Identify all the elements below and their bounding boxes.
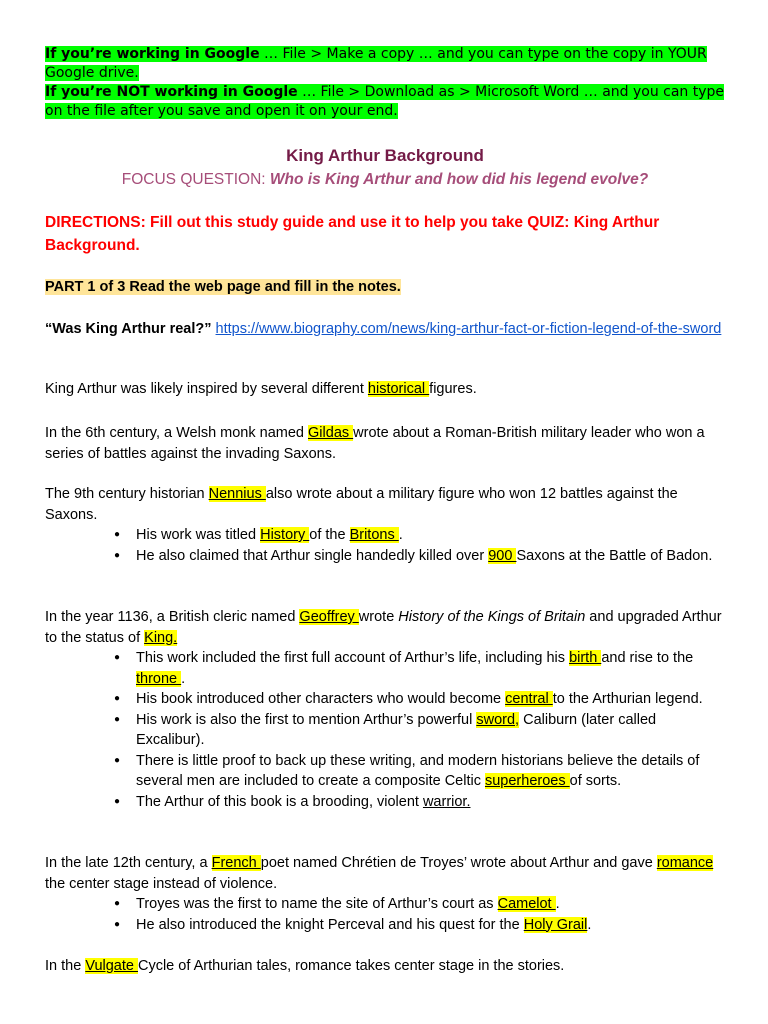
answer-nennius: Nennius	[208, 486, 266, 502]
text: Saxons at the Battle of Badon.	[516, 547, 713, 564]
text: This work included the first full account of Arthur’s life, including his	[136, 650, 570, 666]
text: to the Arthurian legend.	[552, 691, 703, 707]
part-heading	[45, 277, 725, 298]
book-title: History of the Kings of Britain	[398, 609, 586, 625]
banner-google-label: If you’re working in Google	[45, 46, 260, 62]
page-title: King Arthur Background	[286, 146, 484, 165]
answer-superheroes: superheroes	[484, 773, 570, 789]
list-item	[136, 689, 725, 710]
list-item	[136, 546, 725, 567]
answer-900: 900	[488, 547, 517, 564]
answer-britons: Britons	[349, 527, 399, 543]
text: of the	[309, 527, 350, 543]
text: In the year 1136, a British cleric named	[45, 609, 300, 625]
paragraph-2	[45, 423, 725, 464]
source-link[interactable]: https://www.biography.com/news/king-arthur-fact-or-fiction-legend-of-the-sword	[215, 321, 722, 337]
focus-question-text: Who is King Arthur and how did his legend evolve?	[269, 171, 649, 188]
text: Caliburn (later called Excalibur).	[136, 711, 657, 748]
answer-history: History	[260, 527, 310, 543]
text: .	[398, 527, 403, 543]
list-item	[136, 894, 725, 915]
text: The 9th century historian	[45, 486, 209, 502]
answer-romance: romance	[656, 855, 714, 871]
instructions-banner	[45, 45, 725, 121]
answer-birth: birth	[569, 650, 602, 666]
paragraph-1	[45, 379, 725, 400]
text: King Arthur was likely inspired by several different	[45, 381, 368, 397]
text: and upgraded Arthur to the status of	[45, 609, 722, 646]
answer-vulgate: Vulgate	[85, 958, 138, 974]
source-line	[45, 319, 725, 340]
paragraph-3-bullets	[45, 525, 725, 566]
answer-gildas: Gildas	[308, 425, 354, 441]
text: wrote	[358, 609, 399, 625]
paragraph-4	[45, 607, 725, 648]
paragraph-5	[45, 853, 725, 894]
paragraph-6	[45, 956, 725, 977]
list-item	[136, 915, 725, 936]
answer-warrior: warrior.	[422, 793, 471, 810]
focus-label: FOCUS QUESTION:	[121, 171, 270, 188]
text: In the 6th century, a Welsh monk named	[45, 425, 309, 441]
text: There is little proof to back up these writing, and modern historians believe the details of several men are included to create a composite Celtic	[136, 752, 700, 789]
source-label: “Was King Arthur real?”	[45, 321, 212, 337]
focus-question	[45, 170, 725, 191]
answer-french: French	[211, 855, 261, 871]
paragraph-4-bullets	[45, 648, 725, 812]
banner-not-google-label: If you’re NOT working in Google	[45, 84, 298, 100]
text: His work was titled	[136, 527, 261, 543]
list-item	[136, 792, 725, 813]
list-item	[136, 648, 725, 689]
banner-google-text: … File > Make a copy … and you can type on the copy in YOUR Google drive.	[45, 46, 707, 81]
text: He also claimed that Arthur single handedly killed over	[136, 547, 489, 564]
paragraph-3	[45, 484, 725, 525]
list-item	[136, 525, 725, 546]
answer-king: King.	[144, 629, 178, 646]
text: poet named Chrétien de Troyes’ wrote about Arthur and gave	[260, 855, 657, 871]
text: figures.	[429, 381, 477, 397]
answer-throne: throne	[136, 670, 182, 687]
answer-geoffrey: Geoffrey	[299, 609, 359, 625]
text: His book introduced other characters who would become	[136, 691, 506, 707]
text: wrote about a Roman-British military leader who won a series of battles against the invading Saxons.	[45, 425, 705, 462]
text: In the	[45, 958, 86, 974]
paragraph-5-bullets	[45, 894, 725, 935]
text: His work is also the first to mention Arthur’s powerful	[136, 711, 477, 728]
list-item	[136, 710, 725, 751]
answer-central: central	[505, 691, 553, 707]
part-1-label: PART 1 of 3 Read the web page and fill in the notes.	[45, 279, 401, 295]
directions: DIRECTIONS: Fill out this study guide and use it to help you take QUIZ: King Arthur Background.	[45, 214, 660, 254]
text: .	[587, 916, 592, 933]
text: also wrote about a military figure who won 12 battles against the Saxons.	[45, 486, 678, 523]
text: The Arthur of this book is a brooding, violent	[136, 793, 423, 810]
banner-not-google-text: … File > Download as > Microsoft Word … and you can type on the file after you save and open it on your end.	[45, 84, 725, 119]
text: of sorts.	[569, 773, 622, 789]
text: and rise to the	[601, 650, 694, 666]
answer-sword: sword,	[476, 711, 520, 728]
answer-camelot: Camelot	[497, 896, 556, 912]
text: .	[555, 896, 560, 912]
list-item	[136, 751, 725, 792]
answer-holy-grail: Holy Grail	[523, 916, 588, 933]
answer-historical: historical	[367, 381, 430, 397]
text: He also introduced the knight Perceval and his quest for the	[136, 916, 524, 933]
text: Troyes was the first to name the site of Arthur’s court as	[136, 896, 498, 912]
text: .	[181, 670, 186, 687]
text: Cycle of Arthurian tales, romance takes center stage in the stories.	[137, 958, 565, 974]
text: In the late 12th century, a	[45, 855, 212, 871]
text: the center stage instead of violence.	[45, 875, 278, 892]
